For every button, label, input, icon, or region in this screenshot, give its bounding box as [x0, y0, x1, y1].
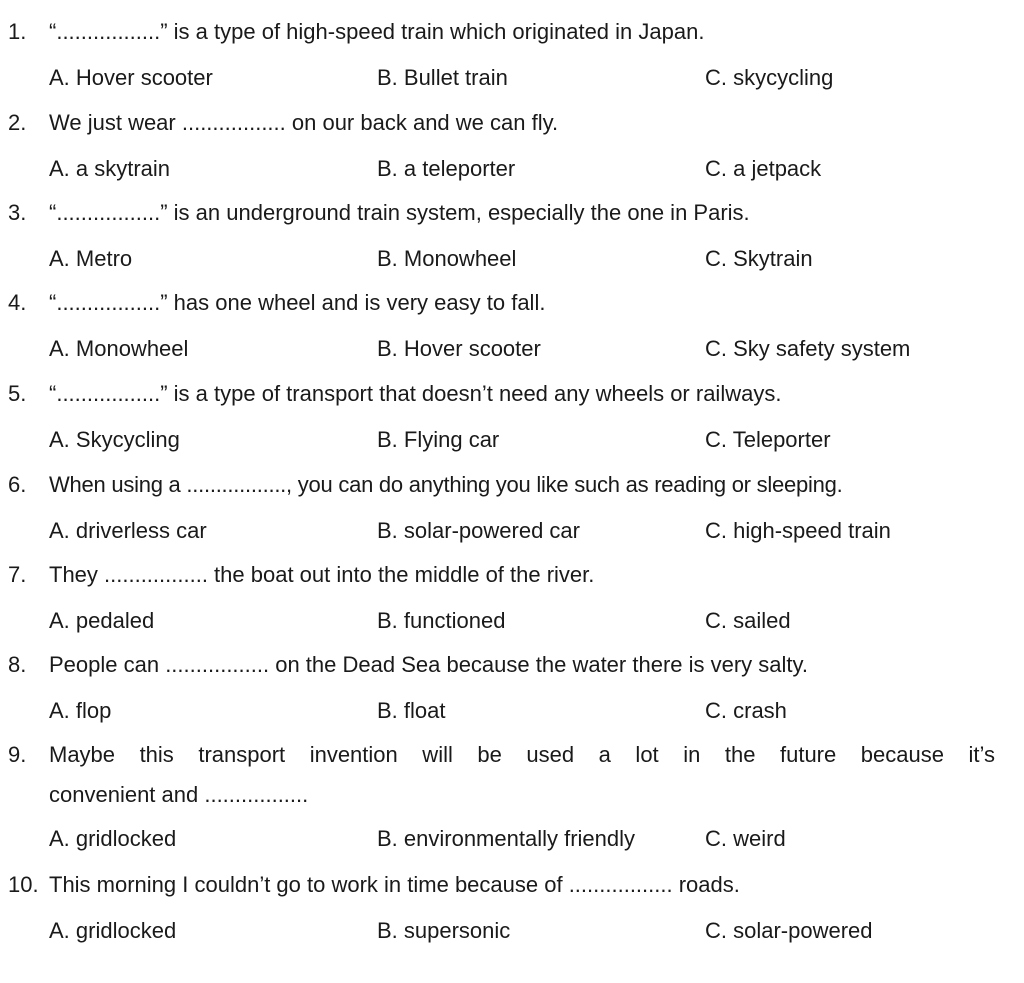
option-a: A. gridlocked — [49, 918, 177, 943]
option-c: C. crash — [705, 698, 787, 723]
question-9 — [0, 740, 1000, 854]
question-text: We just wear ................. on our back and we can fly. — [49, 110, 559, 135]
question-text: “.................” has one wheel and is very easy to fall. — [49, 290, 546, 315]
option-a: A. driverless car — [49, 518, 207, 543]
question-10 — [0, 870, 1000, 946]
option-a: A. Skycycling — [49, 427, 180, 452]
question-4 — [0, 288, 1000, 364]
question-number: 9. — [8, 742, 27, 767]
option-a: A. Metro — [49, 246, 133, 271]
question-text: When using a ................., you can do anything you like such as reading or sleeping. — [49, 472, 843, 497]
question-7 — [0, 560, 1000, 636]
option-b: B. solar-powered car — [377, 518, 580, 543]
answer-options — [0, 916, 1000, 946]
option-b: B. a teleporter — [377, 156, 516, 181]
option-a: A. gridlocked — [49, 826, 177, 851]
option-c: C. Sky safety system — [705, 336, 911, 361]
option-b: B. Bullet train — [377, 65, 508, 90]
answer-options — [0, 516, 1000, 546]
question-text: “.................” is a type of transport that doesn’t need any wheels or railways. — [49, 381, 782, 406]
option-b: B. functioned — [377, 608, 506, 633]
option-a: A. a skytrain — [49, 156, 171, 181]
option-b: B. Hover scooter — [377, 336, 541, 361]
question-8 — [0, 650, 1000, 726]
option-b: B. Flying car — [377, 427, 500, 452]
question-number: 7. — [8, 562, 27, 587]
answer-options — [0, 244, 1000, 274]
option-b: B. Monowheel — [377, 246, 517, 271]
option-c: C. weird — [705, 826, 786, 851]
question-text: This morning I couldn’t go to work in time because of ................. roads. — [49, 872, 740, 897]
option-a: A. pedaled — [49, 608, 155, 633]
question-5 — [0, 379, 1000, 455]
question-number: 6. — [8, 472, 27, 497]
answer-options — [0, 696, 1000, 726]
question-2 — [0, 108, 1000, 184]
answer-options — [0, 824, 1000, 854]
question-6 — [0, 470, 1000, 546]
option-a: A. Monowheel — [49, 336, 189, 361]
answer-options — [0, 154, 1000, 184]
question-text: “.................” is a type of high-speed train which originated in Japan. — [49, 19, 705, 44]
option-c: C. Teleporter — [705, 427, 831, 452]
question-text: People can ................. on the Dead Sea because the water there is very salty. — [49, 652, 808, 677]
option-c: C. Skytrain — [705, 246, 813, 271]
option-b: B. supersonic — [377, 918, 511, 943]
question-text: “.................” is an underground train system, especially the one in Paris. — [49, 200, 750, 225]
option-c: C. high-speed train — [705, 518, 891, 543]
question-number: 4. — [8, 290, 27, 315]
option-c: C. sailed — [705, 608, 791, 633]
option-b: B. environmentally friendly — [377, 826, 636, 851]
question-number: 2. — [8, 110, 27, 135]
question-number: 10. — [8, 872, 39, 897]
option-c: C. a jetpack — [705, 156, 822, 181]
option-a: A. flop — [49, 698, 112, 723]
option-c: C. skycycling — [705, 65, 834, 90]
question-text: They ................. the boat out into the middle of the river. — [49, 562, 595, 587]
answer-options — [0, 425, 1000, 455]
question-text-continued: convenient and ................. — [49, 782, 309, 807]
question-number: 8. — [8, 652, 27, 677]
question-number: 3. — [8, 200, 27, 225]
question-text: Maybe this transport invention will be used a lot in the future because it’s — [49, 742, 995, 767]
question-number: 5. — [8, 381, 27, 406]
option-a: A. Hover scooter — [49, 65, 213, 90]
answer-options — [0, 63, 1000, 93]
answer-options — [0, 606, 1000, 636]
option-c: C. solar-powered — [705, 918, 873, 943]
answer-options — [0, 334, 1000, 364]
option-b: B. float — [377, 698, 446, 723]
question-number: 1. — [8, 19, 27, 44]
question-1 — [0, 17, 1000, 93]
question-3 — [0, 198, 1000, 274]
